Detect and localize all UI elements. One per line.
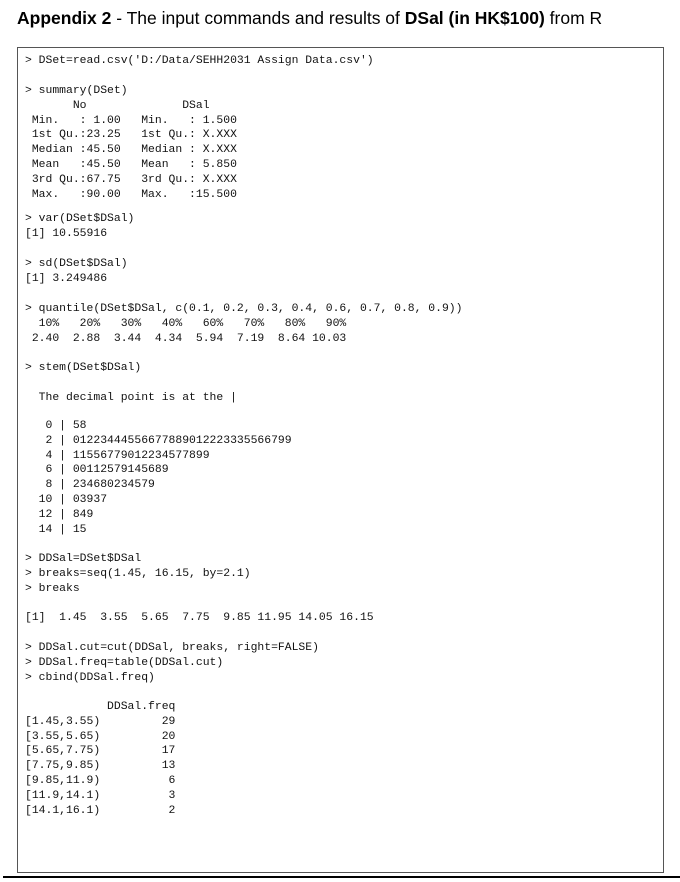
console-line: [5.65,7.75) 17 <box>25 745 176 758</box>
console-line: 2 | 01223444556677889012223335566799 <box>25 434 292 447</box>
title-middle-text: - The input commands and results of <box>111 8 405 28</box>
appendix-label: Appendix 2 <box>17 8 112 28</box>
console-line: DDSal.freq <box>25 701 176 713</box>
console-line: > breaks=seq(1.45, 16.15, by=2.1) <box>25 567 251 580</box>
console-block-9 <box>25 552 251 596</box>
console-line: [3.55,5.65) 20 <box>25 730 176 743</box>
page-bottom-rule <box>3 876 680 878</box>
console-line: Median :45.50 Median : X.XXX <box>25 144 251 157</box>
title-variable-text: DSal (in HK$100) <box>404 8 545 28</box>
console-block-11 <box>25 641 319 685</box>
console-line: > summary(DSet) <box>25 85 128 97</box>
console-line: 4 | 11556779012234577899 <box>25 449 210 462</box>
console-line: The decimal point is at the | <box>25 392 237 404</box>
console-line: [1] 10.55916 <box>25 227 108 240</box>
console-line: 10% 20% 30% 40% 60% 70% 80% 90% <box>25 317 354 330</box>
console-line: > DSet=read.csv('D:/Data/SEHH2031 Assign Data.csv') <box>25 55 374 67</box>
console-line: [1] 1.45 3.55 5.65 7.75 9.85 11.95 14.05 16.15 <box>25 612 374 624</box>
console-line: [11.9,14.1) 3 <box>25 789 176 802</box>
console-line: > DDSal.freq=table(DDSal.cut) <box>25 656 224 669</box>
console-line: 12 | 849 <box>25 508 94 521</box>
console-line: Min. : 1.00 Min. : 1.500 <box>25 114 251 127</box>
console-block-6 <box>25 361 141 376</box>
console-block-5 <box>25 302 462 346</box>
console-block-8 <box>25 419 292 537</box>
console-block-2 <box>25 84 257 202</box>
console-block-7 <box>25 391 237 406</box>
console-line: > cbind(DDSal.freq) <box>25 671 155 684</box>
console-line: 1st Qu.:23.25 1st Qu.: X.XXX <box>25 129 251 142</box>
console-line: > stem(DSet$DSal) <box>25 362 142 374</box>
console-line: > breaks <box>25 582 80 595</box>
console-block-1 <box>25 54 374 69</box>
console-line: > sd(DSet$DSal) <box>25 258 128 270</box>
console-line: [1] 3.249486 <box>25 272 108 285</box>
console-line: 2.40 2.88 3.44 4.34 5.94 7.19 8.64 10.03 <box>25 332 354 345</box>
console-line: 6 | 00112579145689 <box>25 464 169 477</box>
console-block-12 <box>25 700 175 818</box>
console-line: 8 | 234680234579 <box>25 479 155 492</box>
console-line: 0 | 58 <box>25 420 87 432</box>
r-console-output-box <box>17 47 664 873</box>
console-block-10 <box>25 611 374 626</box>
console-line: > DDSal.cut=cut(DDSal, breaks, right=FALSE) <box>25 642 319 654</box>
console-line: 3rd Qu.:67.75 3rd Qu.: X.XXX <box>25 173 251 186</box>
console-line: [1.45,3.55) 29 <box>25 715 176 728</box>
console-line: Mean :45.50 Mean : 5.850 <box>25 158 251 171</box>
title-tail-text: from R <box>544 8 603 28</box>
console-line: [7.75,9.85) 13 <box>25 760 176 773</box>
console-block-3 <box>25 212 134 242</box>
console-block-4 <box>25 257 128 287</box>
appendix-title <box>17 8 602 29</box>
console-line: > var(DSet$DSal) <box>25 213 135 225</box>
console-line: > DDSal=DSet$DSal <box>25 553 142 565</box>
console-line: [14.1,16.1) 2 <box>25 804 176 817</box>
console-line: Max. :90.00 Max. :15.500 <box>25 188 251 201</box>
console-line: 10 | 03937 <box>25 493 108 506</box>
console-line: 14 | 15 <box>25 523 87 536</box>
console-line: [9.85,11.9) 6 <box>25 774 176 787</box>
console-line: > quantile(DSet$DSal, c(0.1, 0.2, 0.3, 0.4, 0.6, 0.7, 0.8, 0.9)) <box>25 303 463 315</box>
console-line: No DSal <box>25 99 258 112</box>
